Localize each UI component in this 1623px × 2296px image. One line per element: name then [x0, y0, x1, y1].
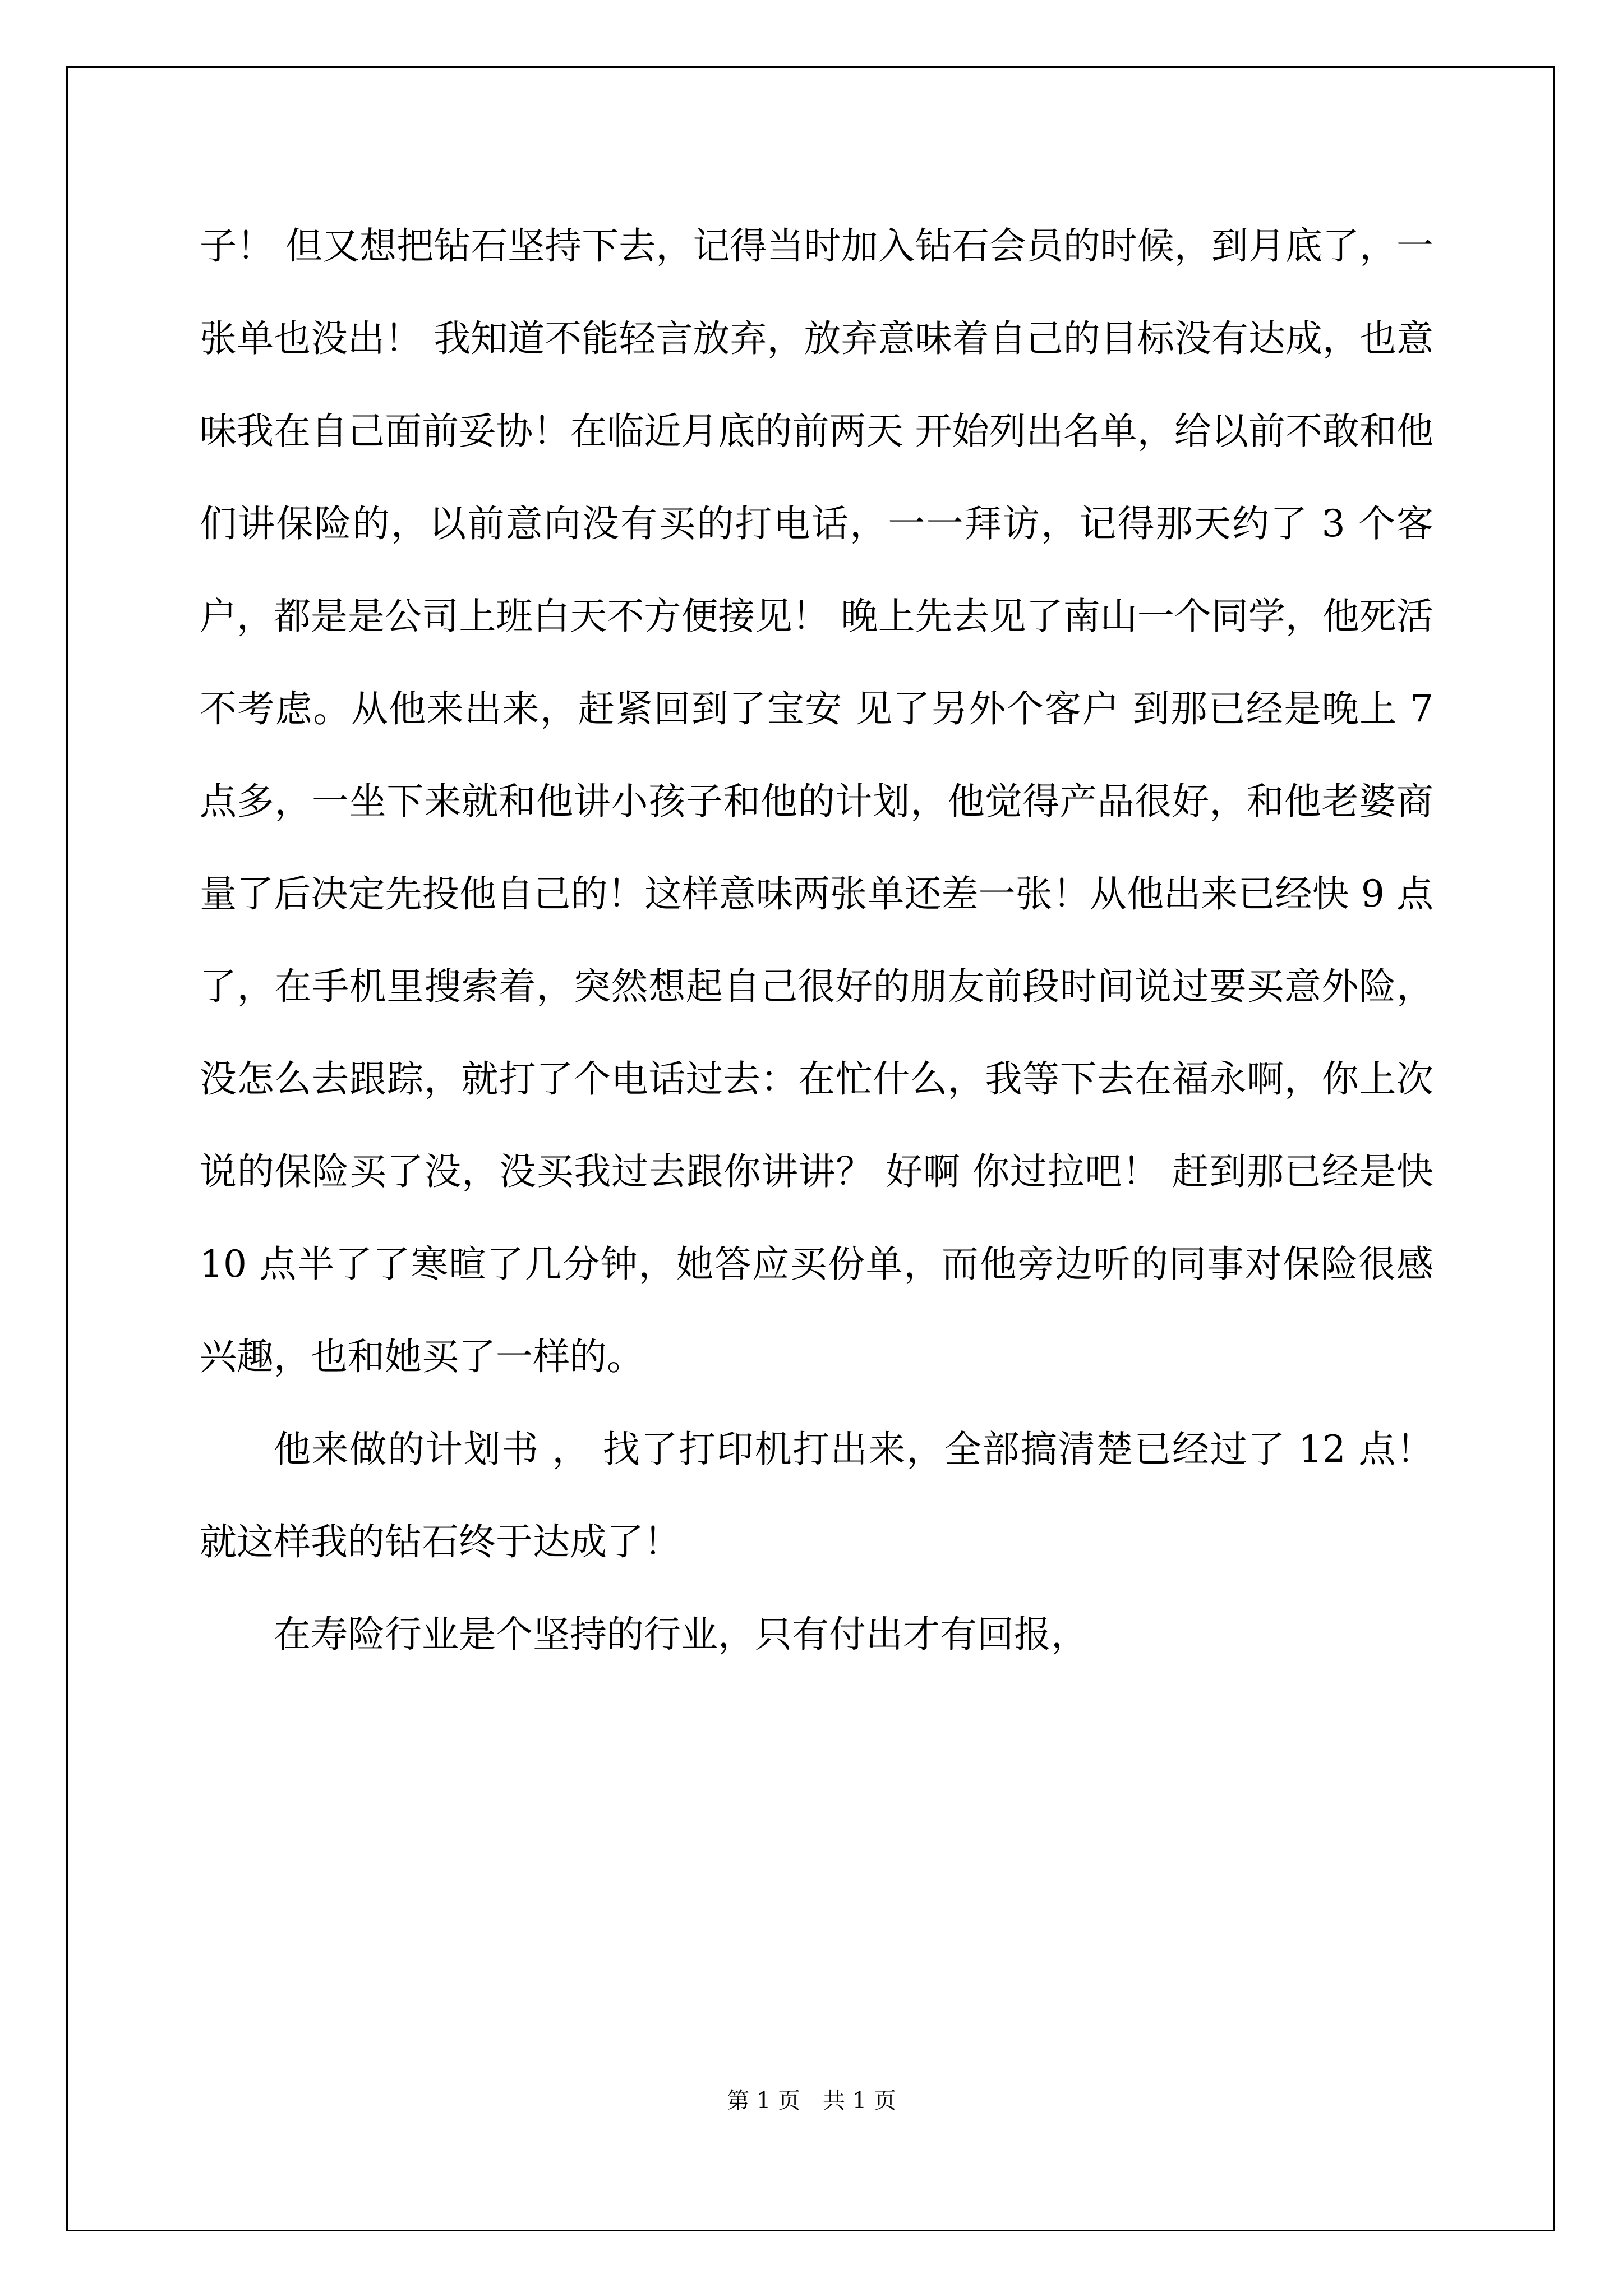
paragraph-continuation: 子！ 但又想把钻石坚持下去，记得当时加入钻石会员的时候，到月底了，一张单也没出！ 我知道不能轻言放弃，放弃意味着自己的目标没有达成，也意味我在自己面前妥协！在临近月底的前两天 开始列出名单，给以前不敢和他们讲保险的，以前意向没有买的打电话，一一拜访，记得那天约了 3 个客户，都是是公司上班白天不方便接见！ 晚上先去见了南山一个同学，他死活不考虑。从他来出来，赶紧回到了宝安 见了另外个客户 到那已经是晚上 7 点多，一坐下来就和他讲小孩子和他的计划，他觉得产品很好，和他老婆商量了后决定先投他自己的！这样意味两张单还差一张！从他出来已经快 9 点了，在手机里搜索着，突然想起自己很好的朋友前段时间说过要买意外险，没怎么去跟踪，就打了个电话过去：在忙什么，我等下去在福永啊，你上次说的保险买了没，没买我过去跟你讲讲？ 好啊 你过拉吧！ 赶到那已经是快 10 点半了了寒暄了几分钟，她答应买份单，而他旁边听的同事对保险很感兴趣，也和她买了一样的。: [200, 224, 1433, 1378]
page-number-footer: 第 1 页 共 1 页: [727, 2088, 896, 2114]
paragraph-plan-book: 他来做的计划书 ， 找了打印机打出来，全部搞清楚已经过了 12 点！ 就这样我的钻石终于达成了！: [200, 1428, 1433, 1563]
paragraph-closing: 在寿险行业是个坚持的行业，只有付出才有回报，: [274, 1613, 1088, 1656]
document-body: [200, 200, 1433, 1681]
